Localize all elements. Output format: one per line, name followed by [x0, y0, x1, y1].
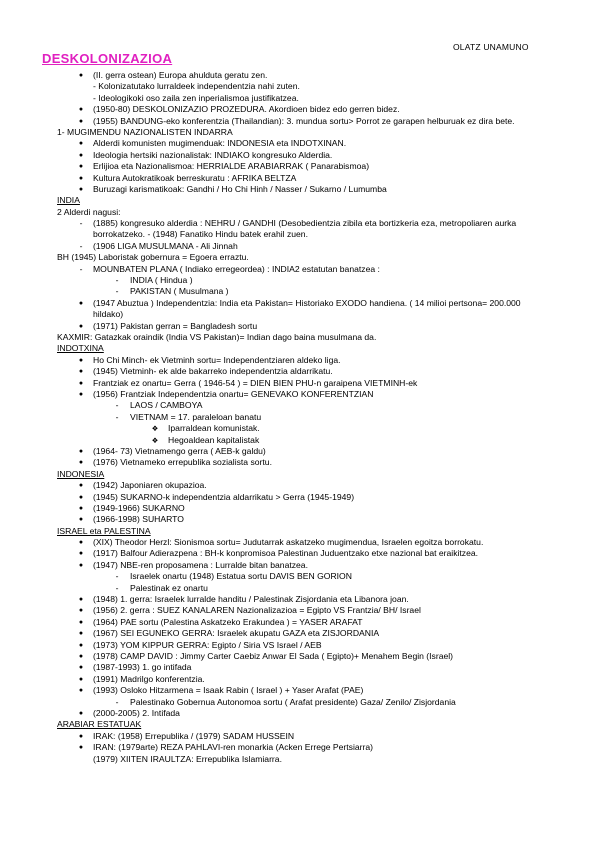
line-text: Israelek onartu (1948) Estatua sortu DAVIS BEN GORION: [130, 571, 352, 582]
list-item: [0, 138, 600, 149]
list-item: [0, 583, 600, 594]
bullet-icon: ●: [78, 732, 84, 740]
line-text: Frantziak ez onartu= Gerra ( 1946-54 ) = DIEN BIEN PHU-n garaipena VIETMINH-ek: [93, 377, 418, 388]
list-item: [0, 400, 600, 411]
line-text: (1950-80) DESKOLONIZAZIO PROZEDURA. Akordioen bidez edo gerren bidez.: [93, 104, 400, 115]
bullet-icon: ●: [78, 561, 84, 569]
line-text: ARABIAR ESTATUAK: [57, 719, 142, 730]
line-text: (1906 LIGA MUSULMANA - Ali Jinnah: [93, 240, 238, 251]
line-text: 1- MUGIMENDU NAZIONALISTEN INDARRA: [57, 126, 233, 137]
bullet-icon: ●: [78, 174, 84, 182]
bullet-icon: ●: [78, 596, 84, 604]
list-item: [0, 571, 600, 582]
line-text: INDIA: [57, 195, 80, 206]
bullet-icon: ●: [78, 151, 84, 159]
list-item: [0, 70, 600, 81]
list-item: [0, 286, 600, 297]
list-item: [0, 697, 600, 708]
list-item: [0, 731, 600, 742]
list-item: [0, 389, 600, 400]
line-text: (1949-1966) SUKARNO: [93, 502, 185, 513]
section-heading: [0, 469, 600, 480]
line-text: (1966-1998) SUHARTO: [93, 514, 184, 525]
bullet-icon: ●: [78, 493, 84, 501]
bullet-icon: ●: [78, 72, 84, 79]
list-item: [0, 457, 600, 468]
line-text: Palestinak ez onartu: [130, 582, 208, 593]
line-text: - Kolonizatutako lurraldeek independentzia nahi zuten.: [93, 81, 300, 92]
line-text: (1917) Balfour Adierazpena : BH-k konpromisoa Palestinan Juduentzako etxe nazional bat eraikitzea.: [93, 548, 479, 559]
list-item: [0, 617, 600, 628]
line-text: (1945) Vietminh- ek alde bakarreko independentzia aldarrikatu.: [93, 366, 333, 377]
line-text: (1955) BANDUNG-eko konferentzia (Thailandian): 3. mundua sortu> Porrot ze garapen helburuak ez dira bete.: [93, 115, 515, 126]
line-text: IRAK: (1958) Errepublika / (1979) SADAM HUSSEIN: [93, 730, 295, 741]
bullet-icon: ●: [78, 163, 84, 171]
line-text: (1978) CAMP DAVID : Jimmy Carter Caebiz Anwar El Sada ( Egipto)+ Menahem Begin (Israel): [93, 650, 454, 661]
line-text: (2000-2005) 2. Intifada: [93, 707, 180, 718]
bullet-icon: ●: [78, 539, 84, 547]
list-item: [0, 104, 600, 115]
list-item: [0, 423, 600, 434]
bullet-icon: ●: [78, 675, 84, 683]
text-line: [0, 207, 600, 218]
line-text: Alderdi komunisten mugimenduak: INDONESIA eta INDOTXINAN.: [93, 138, 347, 149]
diamond-icon: ❖: [151, 435, 159, 445]
line-text: PAKISTAN ( Musulmana ): [130, 286, 229, 297]
list-item: [0, 378, 600, 389]
list-item: [0, 241, 600, 252]
line-text: (1947 Abuztua ) Independentzia: India eta Pakistan= Historiako EXODO handiena. ( 14 milioi pertsona= 200.000 hildako): [93, 297, 521, 320]
line-text: VIETNAM = 17. paraleloan banatu: [130, 411, 262, 422]
bullet-icon: ●: [78, 447, 84, 455]
bullet-icon: ●: [78, 516, 84, 524]
bullet-icon: ●: [78, 459, 84, 467]
list-item: [0, 264, 600, 275]
document-title: DESKOLONIZAZIOA: [42, 51, 173, 66]
bullet-icon: ●: [78, 117, 84, 125]
bullet-icon: ●: [78, 482, 84, 490]
list-item: [0, 116, 600, 127]
bullet-icon: ●: [78, 185, 84, 193]
line-text: (1885) kongresuko alderdia : NEHRU / GANDHI (Desobedientzia zibila eta bortizkeria eza, metropoliaren aurka borrokatzeko. - (1948) Fanatiko Hindu batek erahil zuen.: [93, 218, 517, 240]
list-item: [0, 446, 600, 457]
line-text: (1948) 1. gerra: Israelek lurralde handitu / Palestinak Zisjordania eta Libanora joan.: [93, 594, 409, 605]
list-item: [0, 594, 600, 605]
line-text: Iparraldean komunistak.: [168, 423, 260, 434]
list-item: [0, 662, 600, 673]
bullet-icon: ●: [78, 106, 84, 114]
bullet-icon: ●: [78, 356, 84, 364]
list-item: [0, 514, 600, 525]
diamond-icon: ❖: [151, 424, 159, 434]
bullet-icon: ●: [78, 641, 84, 649]
list-item: [0, 366, 600, 377]
section-heading: [0, 195, 600, 206]
line-text: 2 Alderdi nagusi:: [57, 206, 121, 217]
list-item: [0, 685, 600, 696]
bullet-icon: ●: [78, 550, 84, 558]
list-item: [0, 355, 600, 366]
line-text: (1956) 2. gerra : SUEZ KANALAREN Nazionalizazioa = Egipto VS Frantzia/ BH/ Israel: [93, 605, 421, 616]
line-text: Buruzagi karismatikoak: Gandhi / Ho Chi Hinh / Nasser / Sukarno / Lumumba: [93, 183, 387, 194]
bullet-icon: ●: [78, 368, 84, 376]
line-text: (1964) PAE sortu (Palestina Askatzeko Erakundea ) = YASER ARAFAT: [93, 616, 363, 627]
bullet-icon: ●: [78, 607, 84, 615]
list-item: [0, 537, 600, 548]
text-line: [0, 754, 600, 765]
list-item: [0, 605, 600, 616]
list-item: [0, 628, 600, 639]
line-text: (1967) SEI EGUNEKO GERRA: Israelek akupatu GAZA eta ZISJORDANIA: [93, 628, 380, 639]
line-text: BH (1945) Laboristak gobernura = Egoera erraztu.: [57, 252, 249, 263]
list-item: [0, 150, 600, 161]
line-text: INDOTXINA: [57, 343, 104, 354]
list-item: [0, 435, 600, 446]
list-item: [0, 548, 600, 559]
line-text: (1976) Vietnameko errepublika sozialista sortu.: [93, 457, 272, 468]
line-text: (1991) Madrilgo konferentzia.: [93, 673, 205, 684]
section-heading: [0, 343, 600, 354]
line-text: (1987-1993) 1. go intifada: [93, 662, 192, 673]
line-text: INDONESIA: [57, 468, 105, 479]
bullet-icon: ●: [78, 630, 84, 638]
dash-icon: -: [115, 400, 119, 411]
list-item: [0, 651, 600, 662]
dash-icon: -: [115, 571, 119, 582]
line-text: (1945) SUKARNO-k independentzia aldarrikatu > Gerra (1945-1949): [93, 491, 355, 502]
list-item: [0, 708, 600, 719]
line-text: - Ideologikoki oso zaila zen inperialismoa justifikatzea.: [93, 92, 299, 103]
bullet-icon: ●: [78, 140, 84, 148]
bullet-icon: ●: [78, 664, 84, 672]
bullet-icon: ●: [78, 687, 84, 695]
text-line: [0, 127, 600, 138]
bullet-icon: ●: [78, 322, 84, 330]
list-item: [0, 560, 600, 571]
line-text: Erlijioa eta Nazionalismoa: HERRIALDE ARABIARRAK ( Panarabismoa): [93, 161, 370, 172]
list-item: [0, 173, 600, 184]
section-heading: [0, 719, 600, 730]
bullet-icon: ●: [78, 391, 84, 398]
list-item: [0, 321, 600, 332]
document-body: [0, 70, 600, 765]
line-text: (1993) Osloko Hitzarmena = Isaak Rabin ( Israel ) + Yaser Arafat (PAE): [93, 685, 364, 696]
dash-icon: -: [115, 286, 119, 297]
bullet-icon: ●: [78, 299, 84, 307]
dash-icon: -: [115, 696, 119, 707]
line-text: (1964- 73) Vietnamengo gerra ( AEB-k galdu): [93, 445, 266, 456]
line-text: Hegoaldean kapitalistak: [168, 434, 260, 445]
bullet-icon: ●: [78, 618, 84, 626]
line-text: (1971) Pakistan gerran = Bangladesh sortu: [93, 320, 258, 331]
list-item: [0, 218, 600, 241]
author-name: OLATZ UNAMUNO: [453, 42, 529, 52]
line-text: Palestinako Gobernua Autonomoa sortu ( Arafat presidente) Gaza/ Zenilo/ Zisjordania: [130, 696, 456, 707]
section-heading: [0, 526, 600, 537]
dash-icon: -: [115, 582, 119, 593]
dash-icon: -: [79, 218, 83, 229]
line-text: (1947) NBE-ren proposamena : Lurralde bitan banatzea.: [93, 559, 308, 570]
bullet-icon: ●: [78, 379, 84, 387]
text-line: [0, 332, 600, 343]
dash-icon: -: [115, 275, 119, 286]
line-text: (1973) YOM KIPPUR GERRA: Egipto / Siria VS Israel / AEB: [93, 639, 322, 650]
line-text: KAXMIR: Gatazkak oraindik (India VS Pakistan)= Indian dago baina musulmana da.: [57, 332, 377, 343]
dash-icon: -: [79, 263, 83, 274]
line-text: (1956) Frantziak Independentzia onartu= GENEVAKO KONFERENTZIAN: [93, 389, 374, 399]
list-item: [0, 412, 600, 423]
bullet-icon: ●: [78, 652, 84, 660]
bullet-icon: ●: [78, 709, 84, 717]
list-item: [0, 161, 600, 172]
text-line: [0, 252, 600, 263]
line-text: MOUNBATEN PLANA ( Indiako erregeordea) : INDIA2 estatutan banatzea :: [93, 263, 380, 274]
line-text: IRAN: (1979arte) REZA PAHLAVI-ren monarkia (Acken Errege Pertsiarra): [93, 742, 374, 753]
line-text: LAOS / CAMBOYA: [130, 400, 203, 411]
list-item: [0, 503, 600, 514]
list-item: [0, 275, 600, 286]
line-text: (1942) Japoniaren okupazioa.: [93, 480, 207, 491]
dash-icon: -: [115, 411, 119, 422]
text-line: [0, 81, 600, 92]
list-item: [0, 742, 600, 753]
line-text: Ho Chi Minch- ek Vietminh sortu= Independentziaren aldeko liga.: [93, 354, 341, 365]
line-text: INDIA ( Hindua ): [130, 275, 193, 286]
line-text: (1979) XIITEN IRAULTZA: Errepublika Islamiarra.: [93, 753, 282, 764]
bullet-icon: ●: [78, 504, 84, 512]
line-text: (II. gerra ostean) Europa ahulduta geratu zen.: [93, 70, 268, 80]
list-item: [0, 298, 600, 321]
list-item: [0, 184, 600, 195]
bullet-icon: ●: [78, 744, 84, 752]
list-item: [0, 674, 600, 685]
dash-icon: -: [79, 240, 83, 251]
line-text: ISRAEL eta PALESTINA: [57, 525, 151, 536]
text-line: [0, 93, 600, 104]
list-item: [0, 492, 600, 503]
line-text: (XIX) Theodor Herzl: Sionismoa sortu= Judutarrak askatzeko mugimendua, Israelen egoitza borrokatu.: [93, 537, 484, 548]
line-text: Kultura Autokratikoak berreskuratu : AFRIKA BELTZA: [93, 172, 297, 183]
line-text: Ideologia hertsiki nazionalistak: INDIAKO kongresuko Alderdia.: [93, 149, 333, 160]
list-item: [0, 480, 600, 491]
list-item: [0, 640, 600, 651]
